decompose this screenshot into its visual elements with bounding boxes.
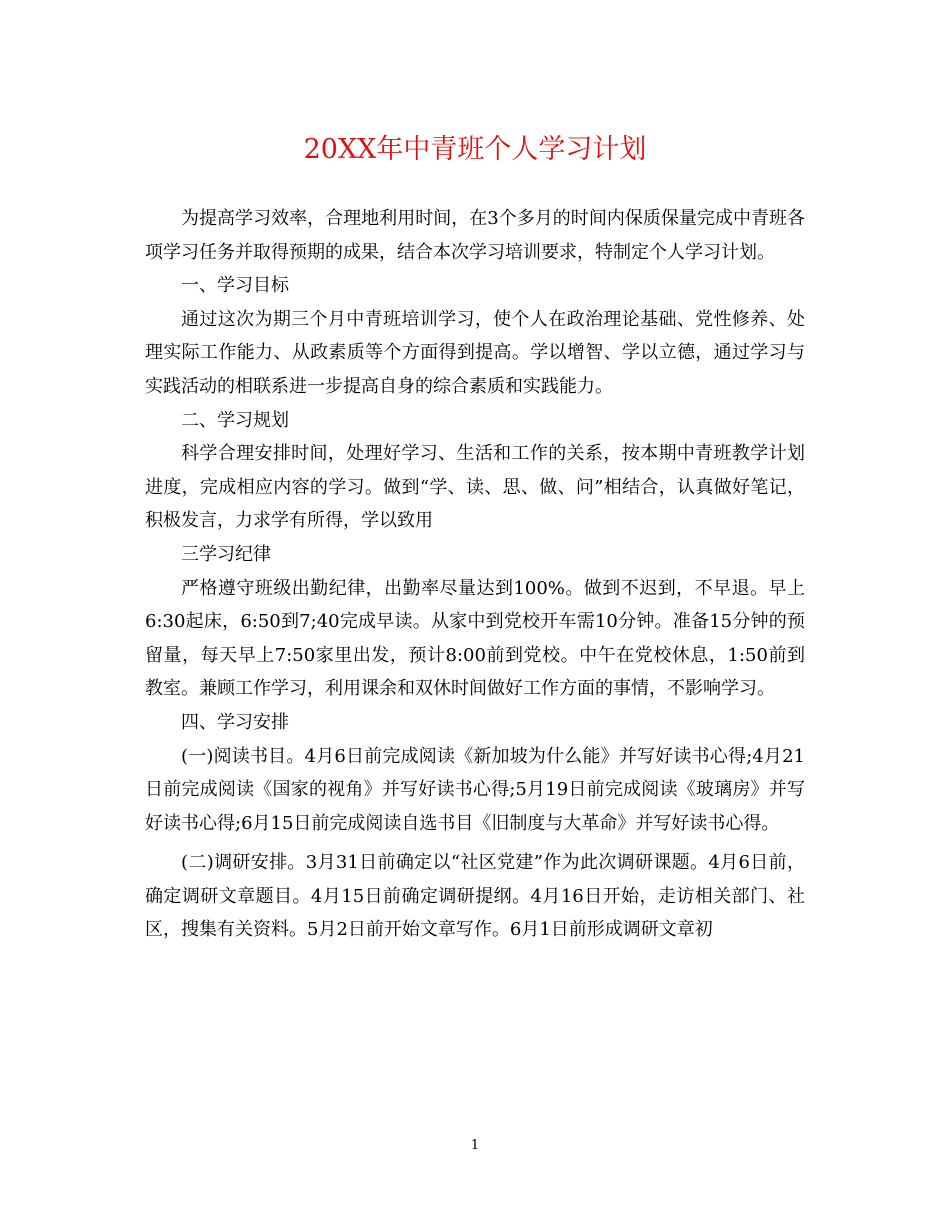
section-heading-goals: 一、学习目标	[181, 275, 289, 297]
planning-paragraph: 科学合理安排时间，处理好学习、生活和工作的关系，按本期中青班教学计划进度，完成相应内容的学习。做到“学、读、思、做、问”相结合，认真做好笔记，积极发言，力求学有所得，学以致用	[145, 443, 805, 532]
section-heading-arrangement: 四、学习安排	[181, 711, 289, 733]
section-heading-planning: 二、学习规划	[181, 409, 289, 431]
reading-list-paragraph: (一)阅读书目。4月6日前完成阅读《新加坡为什么能》并写好读书心得;4月21日前完成阅读《国家的视角》并写好读书心得;5月19日前完成阅读《玻璃房》并写好读书心得;6月15日前完成阅读自选书目《旧制度与大革命》并写好读书心得。	[145, 745, 805, 834]
document-title: 20XX年中青班个人学习计划	[303, 134, 647, 165]
page-number: 1	[470, 1138, 480, 1153]
intro-paragraph: 为提高学习效率，合理地利用时间，在3个多月的时间内保质保量完成中青班各项学习任务并取得预期的成果，结合本次学习培训要求，特制定个人学习计划。	[145, 208, 805, 263]
discipline-paragraph: 严格遵守班级出勤纪律，出勤率尽量达到100%。做到不迟到，不早退。早上6:30起床，6:50到7;40完成早读。从家中到党校开车需10分钟。准备15分钟的预留量，每天早上7:50家里出发，预计8:00前到党校。中午在党校休息，1:50前到教室。兼顾工作学习，利用课余和双休时间做好工作方面的事情，不影响学习。	[145, 577, 805, 700]
research-paragraph: (二)调研安排。3月31日前确定以“社区党建”作为此次调研课题。4月6日前，确定调研文章题目。4月15日前确定调研提纲。4月16日开始，走访相关部门、社区，搜集有关资料。5月2日前开始文章写作。6月1日前形成调研文章初	[145, 852, 805, 941]
goals-paragraph: 通过这次为期三个月中青班培训学习，使个人在政治理论基础、党性修养、处理实际工作能力、从政素质等个方面得到提高。学以增智、学以立德，通过学习与实践活动的相联系进一步提高自身的综合素质和实践能力。	[145, 308, 805, 397]
section-heading-discipline: 三学习纪律	[181, 543, 271, 565]
document-body	[145, 202, 805, 947]
